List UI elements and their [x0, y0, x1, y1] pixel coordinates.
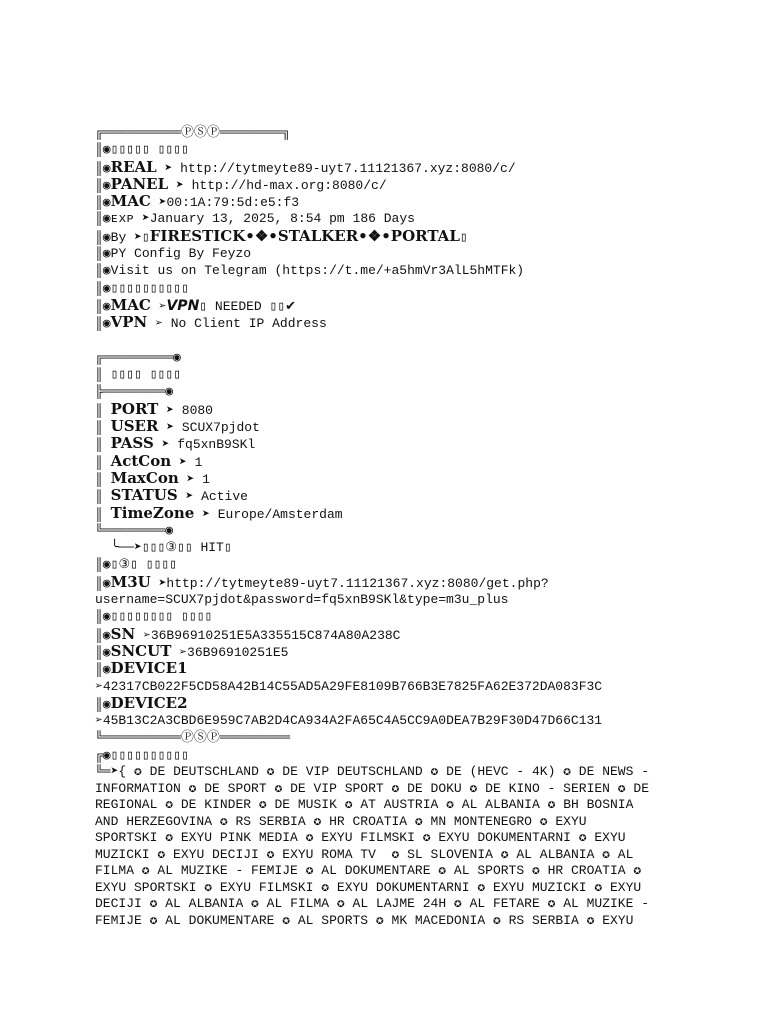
vpn-emphasis: VPN: [166, 297, 200, 314]
channel-list-line: FILMA ✪ AL MUZIKE - FEMIJE ✪ AL DOKUMENTARE ✪ AL SPORTS ✪ HR CROATIA ✪: [95, 863, 642, 879]
brand-name: FIRESTICK•❖•STALKER•❖•PORTAL: [149, 226, 460, 245]
field-label: TimeZone: [110, 503, 195, 522]
row-bullet: ║◉: [95, 177, 111, 193]
vpn-arrow: ➢: [147, 316, 171, 332]
panel-label: PANEL: [110, 174, 169, 193]
hit-text: ▯▯▯③▯▯ HIT▯: [141, 540, 232, 556]
channel-list-line: DECIJI ✪ AL ALBANIA ✪ AL FILMA ✪ AL LAJME 24H ✪ AL FETARE ✪ AL MUZIKE -: [95, 896, 650, 912]
channel-list-line: INFORMATION ✪ DE SPORT ✪ DE VIP SPORT ✪ DE DOKU ✪ DE KINO - SERIEN ✪ DE: [95, 780, 650, 796]
row-bullet: ║◉: [95, 229, 111, 245]
account-title: ▯▯▯▯ ▯▯▯▯: [110, 367, 182, 383]
account-field-timezone: [95, 505, 735, 522]
field-label: ActCon: [110, 451, 172, 470]
config-credit: PY Config By Feyzo: [110, 246, 252, 262]
portal-title: ▯▯▯▯▯ ▯▯▯▯: [110, 142, 189, 158]
field-arrow: ➤: [158, 420, 182, 436]
field-label: PORT: [110, 399, 159, 418]
field-value: Europe/Amsterdam: [217, 506, 343, 522]
device2-label: DEVICE2: [110, 693, 188, 712]
hit-branch: ╰──➤: [95, 540, 142, 556]
mac-arrow: ➤: [150, 195, 167, 211]
row-bar: ║: [95, 454, 111, 470]
sn-arrow: ➢: [135, 627, 151, 643]
exp-arrow: ➤: [134, 211, 150, 227]
row-bullet: ║◉: [95, 662, 111, 678]
channel-list-line: REGIONAL ✪ DE KINDER ✪ DE MUSIK ✪ AT AUSTRIA ✪ AL ALBANIA ✪ BH BOSNIA: [95, 797, 634, 813]
panel-arrow: ➤: [168, 177, 192, 193]
row-bar: ║: [95, 367, 111, 383]
row-bar: ║: [95, 402, 111, 418]
device2-row: [95, 695, 735, 712]
account-field-maxcon: [95, 470, 735, 487]
panel-url: http://hd-max.org:8080/c/: [191, 177, 387, 193]
row-bullet: ║◉: [95, 316, 111, 332]
config-row: [95, 245, 735, 262]
hit-row: [95, 539, 735, 556]
mac-value: 00:1A:79:5d:e5:f3: [166, 195, 300, 211]
mac-label: MAC: [110, 192, 151, 211]
row-bullet: ║◉: [95, 575, 111, 591]
vpn-value: No Client IP Address: [170, 316, 327, 332]
row-bullet: ║◉: [95, 263, 111, 279]
mac-vpn-row: [95, 297, 735, 314]
m3u-title-row: [95, 556, 735, 573]
by-row: [95, 228, 735, 245]
row-bar: ║: [95, 506, 111, 522]
by-open-glyph: ▯: [141, 229, 150, 245]
exp-value: January 13, 2025, 8:54 pm 186 Days: [149, 211, 415, 227]
device1-row: [95, 660, 735, 677]
divider-title: ▯▯▯▯▯▯▯▯▯▯: [110, 280, 189, 296]
field-label: MaxCon: [110, 468, 179, 487]
mac-vpn-label: MAC: [110, 295, 151, 314]
row-bullet: ║◉: [95, 246, 111, 262]
account-mid-border: ╠════════◉: [95, 384, 174, 400]
field-label: USER: [110, 417, 159, 436]
device-title: ▯▯▯▯▯▯▯▯ ▯▯▯▯: [110, 609, 213, 625]
device2-value: ➢45B13C2A3CBD6E959C7AB2D4CA934A2FA65C4A5CC9A0DEA7B29F30D47D66C131: [95, 713, 603, 729]
account-field-user: [95, 418, 735, 435]
row-bullet: ║◉: [95, 280, 111, 296]
vpn-label: VPN: [110, 313, 148, 332]
telegram-row: [95, 262, 735, 279]
account-field-actcon: [95, 453, 735, 470]
field-arrow: ➤: [177, 489, 202, 505]
divider-title-row: [95, 280, 735, 297]
field-arrow: ➤: [153, 437, 178, 453]
account-field-status: [95, 487, 735, 504]
row-bar: ║: [95, 471, 111, 487]
field-value: SCUX7pjdot: [181, 420, 260, 436]
portal-title-row: [95, 141, 735, 158]
sn-label: SN: [110, 624, 136, 643]
row-bullet: ║◉: [95, 644, 111, 660]
device-title-row: [95, 608, 735, 625]
sn-row: [95, 626, 735, 643]
check-icon: ✔: [285, 298, 297, 314]
m3u-url-part1: http://tytmeyte89-uyt7.11121367.xyz:8080/get.php?: [166, 575, 549, 591]
field-label: PASS: [110, 434, 154, 453]
real-label: REAL: [110, 157, 157, 176]
channel-list-line: SPORTSKI ✪ EXYU PINK MEDIA ✪ EXYU FILMSKI ✪ EXYU DOKUMENTARNI ✪ EXYU: [95, 830, 626, 846]
row-bar: ║: [95, 489, 111, 505]
field-arrow: ➤: [178, 471, 203, 487]
real-arrow: ➤: [156, 160, 181, 176]
field-arrow: ➤: [194, 506, 218, 522]
telegram-text: Visit us on Telegram (https://t.me/+a5hmVr3AlL5hMTFk): [110, 263, 525, 279]
field-value: fq5xnB9SKl: [177, 437, 256, 453]
m3u-url-part2: username=SCUX7pjdot&password=fq5xnB9SKl&type=m3u_plus: [95, 592, 509, 608]
channel-list-line: FEMIJE ✪ AL DOKUMENTARE ✪ AL SPORTS ✪ MK MACEDONIA ✪ RS SERBIA ✪ EXYU: [95, 912, 634, 928]
sn-value: 36B96910251E5A335515C874A80A238C: [150, 627, 401, 643]
channel-list-line: ╚═➤{ ✪ DE DEUTSCHLAND ✪ DE VIP DEUTSCHLAND ✪ DE (HEVC - 4K) ✪ DE NEWS -: [95, 763, 650, 779]
row-bar: ║: [95, 437, 111, 453]
field-value: 8080: [181, 402, 213, 418]
device1-label: DEVICE1: [110, 659, 188, 678]
channel-list-line: EXYU SPORTSKI ✪ EXYU FILMSKI ✪ EXYU DOKUMENTARNI ✪ EXYU MUZICKI ✪ EXYU: [95, 879, 642, 895]
row-bullet: ║◉: [95, 557, 111, 573]
sncut-value: 36B96910251E5: [187, 644, 289, 660]
field-arrow: ➤: [171, 454, 195, 470]
sncut-arrow: ➢: [171, 644, 188, 660]
row-bullet: ║◉: [95, 609, 111, 625]
device-bottom-border: ╚══════════ⓅⓈⓅ═════════: [95, 730, 291, 746]
row-bullet: ║◉: [95, 195, 111, 211]
field-arrow: ➤: [158, 402, 182, 418]
vpn-needed-status: ▯ NEEDED ▯▯: [199, 298, 286, 314]
m3u-arrow: ➤: [150, 575, 167, 591]
row-bullet: ║◉: [95, 142, 111, 158]
m3u-title: ▯③▯ ▯▯▯▯: [110, 557, 178, 573]
field-value: 1: [194, 454, 203, 470]
by-label: By ➤: [110, 229, 142, 245]
config-document: [95, 124, 735, 929]
account-bottom-border: ╚════════◉: [95, 522, 174, 538]
device1-value: ➢42317CB022F5CD58A42B14C55AD5A29FE8109B766B3E7825FA62E372DA083F3C: [95, 678, 603, 694]
field-value: Active: [201, 489, 248, 505]
sncut-label: SNCUT: [110, 641, 172, 660]
account-field-pass: [95, 435, 735, 452]
account-top-border: ╔═════════◉: [95, 349, 181, 365]
sncut-row: [95, 643, 735, 660]
channel-list-line: AND HERZEGOVINA ✪ RS SERBIA ✪ HR CROATIA ✪ MN MONTENEGRO ✪ EXYU: [95, 813, 587, 829]
row-bullet: ║◉: [95, 696, 111, 712]
row-bullet: ║◉: [95, 160, 111, 176]
portal-top-border: ╔══════════ⓅⓈⓅ════════╗: [95, 125, 291, 140]
row-bullet: ║◉: [95, 298, 111, 314]
field-value: 1: [202, 471, 210, 487]
real-url: http://tytmeyte89-uyt7.11121367.xyz:8080/c/: [180, 160, 516, 176]
row-bullet: ║◉: [95, 211, 111, 227]
by-close-glyph: ▯: [459, 229, 468, 245]
channel-list: [95, 764, 735, 929]
exp-label: ᴇxᴘ: [110, 211, 135, 227]
account-field-port: [95, 401, 735, 418]
exp-row: [95, 210, 735, 227]
real-row: [95, 159, 735, 176]
vpn-row: [95, 314, 735, 331]
mac-vpn-arrow: ➢: [150, 298, 167, 314]
m3u-label: M3U: [110, 572, 151, 591]
blank-line: [95, 332, 735, 349]
channels-header: ╔◉▯▯▯▯▯▯▯▯▯▯: [95, 747, 189, 763]
channel-list-line: MUZICKI ✪ EXYU DECIJI ✪ EXYU ROMA TV ✪ SL SLOVENIA ✪ AL ALBANIA ✪ AL: [95, 846, 634, 862]
row-bullet: ║◉: [95, 627, 111, 643]
field-label: STATUS: [110, 486, 178, 505]
m3u-row: [95, 574, 735, 591]
row-bar: ║: [95, 420, 111, 436]
account-title-row: [95, 366, 735, 383]
panel-row: [95, 176, 735, 193]
mac-row: [95, 193, 735, 210]
